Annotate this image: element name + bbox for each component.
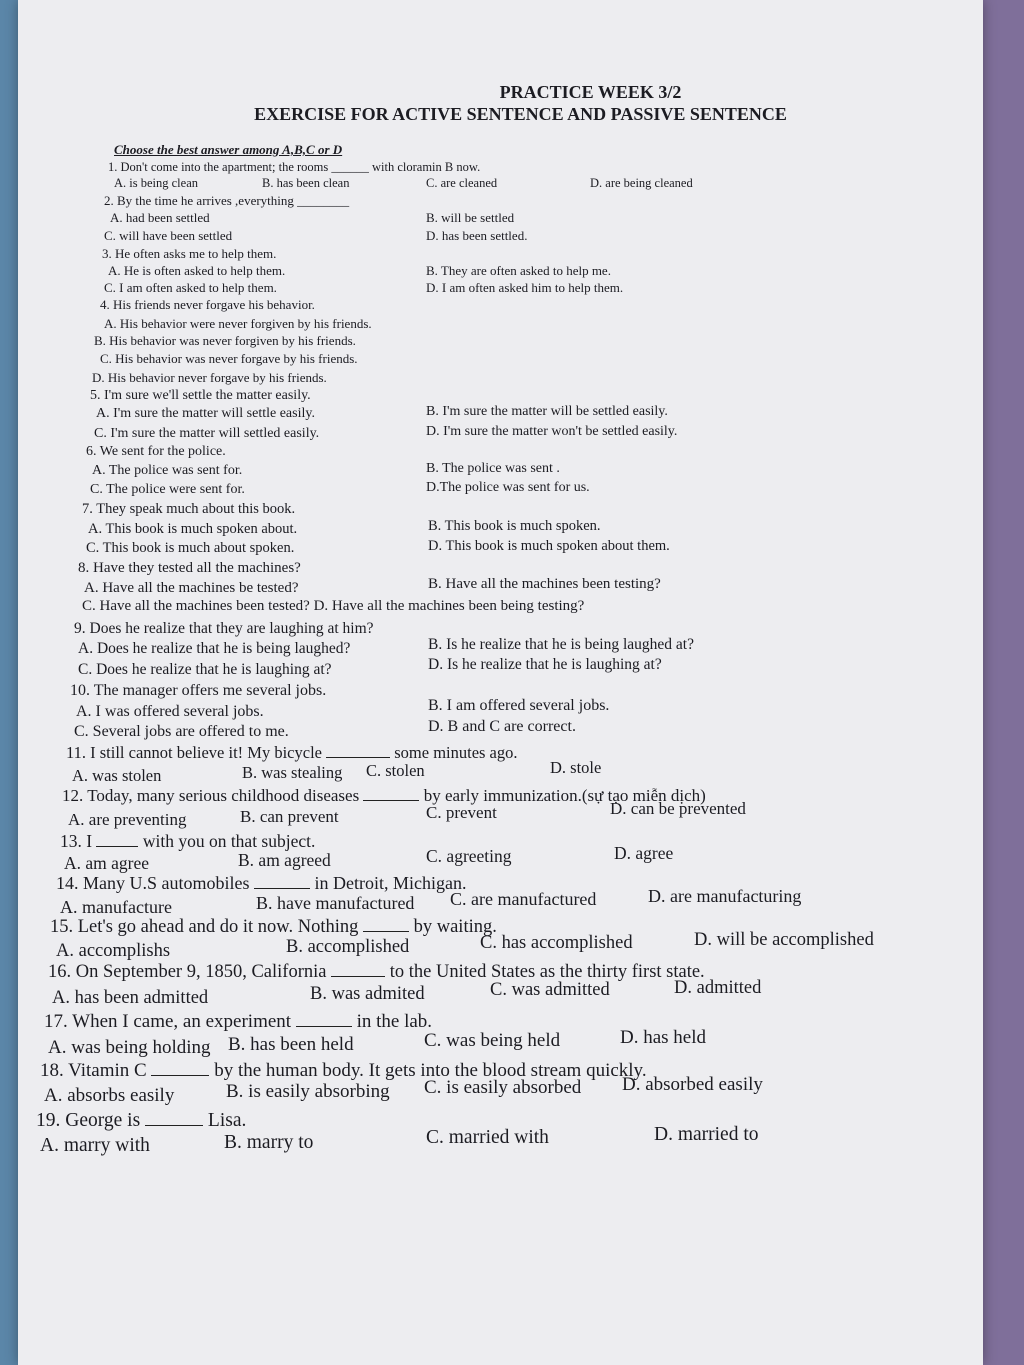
q19-option-b: B. marry to [224, 1132, 314, 1153]
q14-option-b: B. have manufactured [256, 893, 415, 913]
q11-option-b: B. was stealing [242, 763, 343, 782]
q9-option-c: C. Does he realize that he is laughing at? [78, 661, 332, 678]
q16-option-b: B. was admited [310, 984, 425, 1004]
question-13: 13. I with you on that subject. [60, 831, 316, 851]
q7-option-b: B. This book is much spoken. [428, 518, 601, 534]
q13-option-c: C. agreeting [426, 846, 512, 866]
q8-option-a: A. Have all the machines be tested? [84, 580, 299, 596]
q18-option-c: C. is easily absorbed [424, 1077, 582, 1098]
answer-blank [363, 799, 419, 801]
question-7: 7. They speak much about this book. [82, 501, 296, 517]
q1-option-a: A. is being clean [114, 176, 199, 190]
q4-option-b: B. His behavior was never forgiven by his friends. [94, 333, 356, 348]
q17-option-a: A. was being holding [48, 1037, 211, 1058]
q5-option-d: D. I'm sure the matter won't be settled easily. [426, 424, 678, 439]
q19-option-a: A. marry with [40, 1135, 150, 1156]
q13-option-a: A. am agree [64, 853, 150, 873]
q5-option-a: A. I'm sure the matter will settle easily. [96, 406, 315, 421]
answer-blank [326, 756, 390, 758]
q11-option-a: A. was stolen [72, 766, 162, 785]
q2-option-b: B. will be settled [426, 210, 515, 225]
q9-option-b: B. Is he realize that he is being laughed at? [428, 636, 694, 653]
question-18: 18. Vitamin C by the human body. It gets into the blood stream quickly. [40, 1060, 647, 1081]
q3-option-c: C. I am often asked to help them. [104, 280, 277, 295]
q8-option-cd: C. Have all the machines been tested? D. Have all the machines been being testing? [82, 598, 585, 614]
q11-option-c: C. stolen [366, 761, 425, 780]
q2-option-d: D. has been settled. [426, 228, 528, 243]
page-subtitle: EXERCISE FOR ACTIVE SENTENCE AND PASSIVE SENTENCE [254, 104, 787, 124]
q2-option-a: A. had been settled [110, 210, 210, 225]
q5-option-b: B. I'm sure the matter will be settled easily. [426, 404, 668, 419]
q10-option-d: D. B and C are correct. [428, 718, 576, 735]
question-10: 10. The manager offers me several jobs. [70, 682, 327, 699]
q9-option-a: A. Does he realize that he is being laughed? [78, 640, 351, 657]
q13-option-d: D. agree [614, 843, 674, 863]
q15-option-b: B. accomplished [286, 937, 410, 957]
q17-option-c: C. was being held [424, 1030, 561, 1051]
question-6: 6. We sent for the police. [86, 444, 226, 459]
q6-option-a: A. The police was sent for. [92, 463, 243, 478]
worksheet-page [18, 0, 983, 1365]
q4-option-d: D. His behavior never forgave by his friends. [92, 370, 327, 385]
q14-option-d: D. are manufacturing [648, 886, 802, 906]
q7-option-a: A. This book is much spoken about. [88, 521, 298, 537]
instruction: Choose the best answer among A,B,C or D [114, 142, 343, 157]
q18-option-a: A. absorbs easily [44, 1085, 175, 1106]
q2-option-c: C. will have been settled [104, 228, 233, 243]
question-11: 11. I still cannot believe it! My bicycle some minutes ago. [66, 743, 518, 762]
q3-option-a: A. He is often asked to help them. [108, 263, 286, 278]
q10-option-b: B. I am offered several jobs. [428, 697, 610, 714]
q19-option-d: D. married to [654, 1124, 759, 1145]
q3-option-b: B. They are often asked to help me. [426, 263, 611, 278]
q16-option-a: A. has been admitted [52, 988, 209, 1008]
question-3: 3. He often asks me to help them. [102, 246, 277, 261]
q19-option-c: C. married with [426, 1127, 549, 1148]
q18-option-d: D. absorbed easily [622, 1074, 763, 1095]
question-15: 15. Let's go ahead and do it now. Nothing by waiting. [50, 917, 497, 937]
q14-option-c: C. are manufactured [450, 889, 597, 909]
q6-option-b: B. The police was sent . [426, 461, 560, 476]
q1-option-d: D. are being cleaned [590, 176, 693, 190]
question-16: 16. On September 9, 1850, California to the United States as the thirty first state. [48, 962, 705, 982]
answer-blank [151, 1074, 209, 1076]
q18-option-b: B. is easily absorbing [226, 1081, 390, 1102]
answer-blank [145, 1124, 203, 1126]
q12-option-d: D. can be prevented [610, 799, 746, 818]
question-4: 4. His friends never forgave his behavior. [100, 297, 315, 312]
q10-option-c: C. Several jobs are offered to me. [74, 723, 289, 740]
answer-blank [331, 975, 385, 977]
q6-option-d: D.The police was sent for us. [426, 480, 590, 495]
q7-option-d: D. This book is much spoken about them. [428, 538, 670, 554]
question-2: 2. By the time he arrives ,everything ________ [104, 193, 350, 208]
q16-option-c: C. was admitted [490, 980, 610, 1000]
q12-option-a: A. are preventing [68, 810, 187, 829]
question-8: 8. Have they tested all the machines? [78, 560, 301, 576]
q14-option-a: A. manufacture [60, 897, 172, 917]
q1-option-b: B. has been clean [262, 176, 350, 190]
question-5: 5. I'm sure we'll settle the matter easily. [90, 388, 311, 403]
q17-option-d: D. has held [620, 1027, 707, 1048]
question-12: 12. Today, many serious childhood diseases by early immunization.(sự tạo miễn dịch) [62, 786, 706, 805]
answer-blank [296, 1025, 352, 1027]
q10-option-a: A. I was offered several jobs. [76, 703, 264, 720]
q3-option-d: D. I am often asked him to help them. [426, 280, 624, 295]
q6-option-c: C. The police were sent for. [90, 482, 245, 497]
q9-option-d: D. Is he realize that he is laughing at? [428, 656, 662, 673]
page-title: PRACTICE WEEK 3/2 [499, 82, 682, 102]
question-1: 1. Don't come into the apartment; the rooms ______ with cloramin B now. [108, 160, 481, 174]
q15-option-d: D. will be accomplished [694, 930, 874, 950]
question-9: 9. Does he realize that they are laughing at him? [74, 620, 374, 637]
question-19: 19. George is Lisa. [36, 1110, 247, 1131]
answer-blank [363, 930, 409, 932]
q4-option-a: A. His behavior were never forgiven by his friends. [104, 316, 372, 331]
question-14: 14. Many U.S automobiles in Detroit, Michigan. [56, 873, 467, 893]
q16-option-d: D. admitted [674, 978, 762, 998]
q13-option-b: B. am agreed [238, 850, 331, 870]
q8-option-b: B. Have all the machines been testing? [428, 576, 661, 592]
q11-option-d: D. stole [550, 758, 602, 777]
q12-option-b: B. can prevent [240, 807, 339, 826]
q5-option-c: C. I'm sure the matter will settled easily. [94, 426, 320, 441]
answer-blank [254, 887, 310, 889]
question-17: 17. When I came, an experiment in the lab. [44, 1011, 433, 1032]
q12-option-c: C. prevent [426, 803, 497, 822]
q4-option-c: C. His behavior was never forgave by his friends. [100, 351, 358, 366]
q1-option-c: C. are cleaned [426, 176, 498, 190]
answer-blank [96, 845, 138, 847]
q17-option-b: B. has been held [228, 1034, 354, 1055]
q7-option-c: C. This book is much about spoken. [86, 540, 295, 556]
q15-option-c: C. has accomplished [480, 933, 633, 953]
q15-option-a: A. accomplishs [56, 941, 171, 961]
